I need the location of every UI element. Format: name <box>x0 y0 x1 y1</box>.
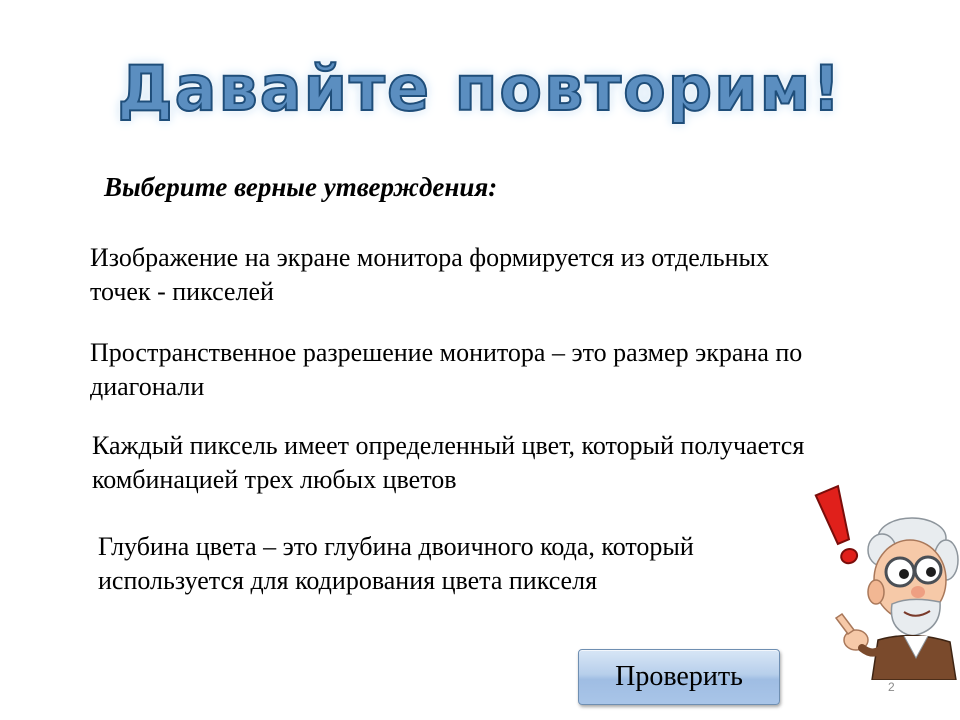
page-number: 2 <box>888 680 895 694</box>
statement-option-3[interactable]: Каждый пиксель имеет определенный цвет, который получается комбинацией трех любых цветов <box>92 431 805 494</box>
statement-option-4[interactable]: Глубина цвета – это глубина двоичного кода, который используется для кодирования цвета пикселя <box>98 532 694 595</box>
slide-title: Давайте повторим! <box>117 52 843 125</box>
instruction-text: Выберите верные утверждения: <box>104 172 498 202</box>
professor-exclamation-icon <box>800 480 960 680</box>
statement-option-1[interactable]: Изображение на экране монитора формируется из отдельных точек - пикселей <box>90 243 769 306</box>
check-button[interactable]: Проверить <box>578 649 780 705</box>
statement-option-2[interactable]: Пространственное разрешение монитора – это размер экрана по диагонали <box>90 338 803 401</box>
